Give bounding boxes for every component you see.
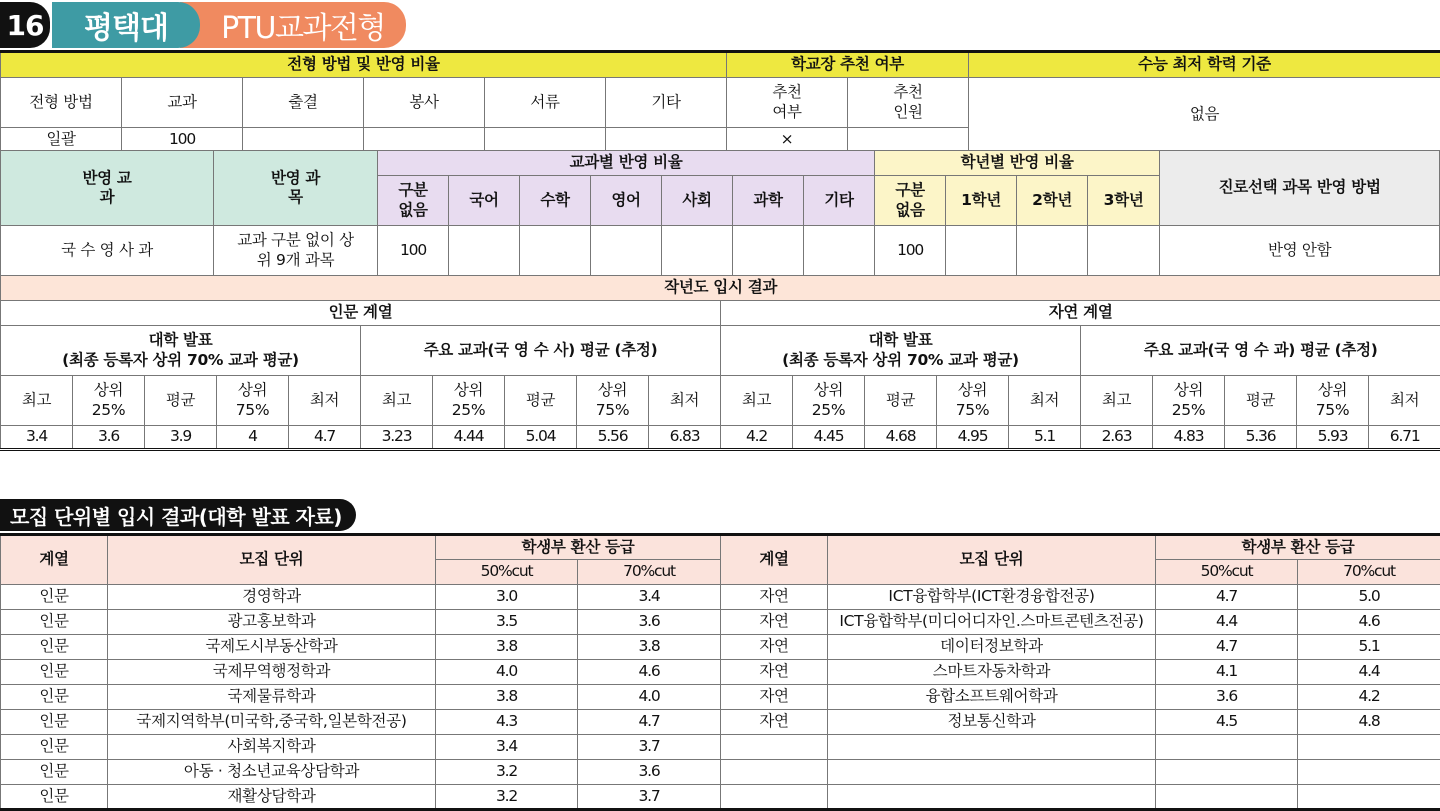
- unit-right: 스마트자동차학과: [828, 660, 1156, 685]
- grade-val-2: [1017, 226, 1088, 276]
- val-attendance: [243, 128, 364, 152]
- unit-left: 국제무역행정학과: [108, 660, 436, 685]
- field-right: 자연: [721, 610, 828, 635]
- stat-value: 4.45: [793, 426, 865, 450]
- principal-rec-header: 학교장 추천 여부: [727, 52, 969, 78]
- field-right: [721, 735, 828, 760]
- unit-right: [828, 760, 1156, 785]
- stat-value: 2.63: [1081, 426, 1153, 450]
- field-left: 인문: [1, 660, 108, 685]
- sci-main-avg-header: 주요 교과(국 영 수 과) 평균 (추정): [1081, 326, 1440, 376]
- stat-value: 4.7: [289, 426, 361, 450]
- cut50-right: 4.1: [1156, 660, 1298, 685]
- stat-col-header: 평균: [865, 376, 937, 426]
- stat-col-header: 상위 75%: [1297, 376, 1369, 426]
- cut70-left: 4.7: [578, 710, 721, 735]
- science-header: 자연 계열: [721, 301, 1440, 326]
- field-left: 인문: [1, 710, 108, 735]
- method-ratio-header: 전형 방법 및 반영 비율: [1, 52, 727, 78]
- val-volunteer: [364, 128, 485, 152]
- cut70-left: 4.0: [578, 685, 721, 710]
- cut70-right: 4.2: [1298, 685, 1440, 710]
- stat-value: 3.6: [73, 426, 145, 450]
- cut70-right: 4.6: [1298, 610, 1440, 635]
- subj-col-social: 사회: [662, 176, 733, 226]
- cut70-left: 4.6: [578, 660, 721, 685]
- admission-type-badge: PTU교과전형: [180, 2, 406, 48]
- cut70-left: 3.7: [578, 785, 721, 810]
- unit-right: ICT융합학부(미디어디자인.스마트콘텐츠전공): [828, 610, 1156, 635]
- cut70-left: 3.8: [578, 635, 721, 660]
- cut50-left: 3.0: [436, 585, 578, 610]
- stat-value-row: [1, 426, 1440, 450]
- stat-value: 5.36: [1225, 426, 1297, 450]
- subj-col-other: 기타: [804, 176, 875, 226]
- csat-minimum-header: 수능 최저 학력 기준: [969, 52, 1440, 78]
- stat-header-row: [1, 376, 1440, 426]
- subj-val-math: [520, 226, 591, 276]
- stat-col-header: 최저: [1369, 376, 1440, 426]
- university-name-badge: 평택대: [52, 2, 200, 48]
- val-documents: [485, 128, 606, 152]
- table-row: [1, 585, 1440, 610]
- grade-val-1: [946, 226, 1017, 276]
- hum-univ-published-sub: (최종 등록자 상위 70% 교과 평균): [62, 350, 299, 369]
- stat-col-header: 평균: [1225, 376, 1297, 426]
- grade-ratio-header: 학년별 반영 비율: [875, 151, 1160, 176]
- hum-univ-published-header: [1, 326, 361, 376]
- col-rec-count: 추천 인원: [848, 78, 969, 128]
- field-right: 자연: [721, 660, 828, 685]
- stat-col-header: 최고: [361, 376, 433, 426]
- stat-value: 5.93: [1297, 426, 1369, 450]
- cut50-header-right: 50%cut: [1156, 560, 1298, 585]
- hum-univ-published-label: 대학 발표: [148, 331, 213, 350]
- stat-value: 3.9: [145, 426, 217, 450]
- cut50-right: 4.7: [1156, 585, 1298, 610]
- grade-val-3: [1088, 226, 1160, 276]
- col-documents: 서류: [485, 78, 606, 128]
- unit-header-right: 모집 단위: [828, 535, 1156, 585]
- unit-left: 국제도시부동산학과: [108, 635, 436, 660]
- cut50-right: [1156, 760, 1298, 785]
- stat-value: 4.68: [865, 426, 937, 450]
- stat-value: 5.56: [577, 426, 649, 450]
- cut70-header-left: 70%cut: [578, 560, 721, 585]
- stat-col-header: 최고: [1081, 376, 1153, 426]
- hum-main-avg-header: 주요 교과(국 영 수 사) 평균 (추정): [361, 326, 721, 376]
- field-left: 인문: [1, 585, 108, 610]
- grade-col-3: 3학년: [1088, 176, 1160, 226]
- stat-value: 6.71: [1369, 426, 1440, 450]
- cut50-left: 4.0: [436, 660, 578, 685]
- col-other: 기타: [606, 78, 727, 128]
- field-right: 자연: [721, 635, 828, 660]
- field-right: 자연: [721, 585, 828, 610]
- field-left: 인문: [1, 685, 108, 710]
- unit-left: 사회복지학과: [108, 735, 436, 760]
- cut50-left: 3.8: [436, 685, 578, 710]
- col-method: 전형 방법: [1, 78, 122, 128]
- subj-col-english: 영어: [591, 176, 662, 226]
- reflected-subject-header: 반영 교과: [1, 151, 214, 226]
- unit-right: 데이터정보학과: [828, 635, 1156, 660]
- cut50-left: 3.4: [436, 735, 578, 760]
- subj-col-math: 수학: [520, 176, 591, 226]
- unit-right: [828, 735, 1156, 760]
- unit-right: 정보통신학과: [828, 710, 1156, 735]
- reflected-subject-value: 국 수 영 사 과: [1, 226, 214, 276]
- cut50-left: 3.2: [436, 760, 578, 785]
- stat-col-header: 최고: [721, 376, 793, 426]
- subj-val-science: [733, 226, 804, 276]
- subject-ratio-header: 교과별 반영 비율: [378, 151, 875, 176]
- cut50-right: 3.6: [1156, 685, 1298, 710]
- table-row: [1, 610, 1440, 635]
- cut70-right: 4.4: [1298, 660, 1440, 685]
- unit-left: 아동 · 청소년교육상담학과: [108, 760, 436, 785]
- grade-header-left: 학생부 환산 등급: [436, 535, 721, 560]
- field-left: 인문: [1, 760, 108, 785]
- grade-header-right: 학생부 환산 등급: [1156, 535, 1440, 560]
- unit-right: ICT융합학부(ICT환경융합전공): [828, 585, 1156, 610]
- humanities-header: 인문 계열: [1, 301, 721, 326]
- reflected-course-header: 반영 과목: [214, 151, 378, 226]
- cut50-left: 3.5: [436, 610, 578, 635]
- field-left: 인문: [1, 635, 108, 660]
- stat-value: 3.4: [1, 426, 73, 450]
- stat-col-header: 상위 75%: [577, 376, 649, 426]
- col-volunteer: 봉사: [364, 78, 485, 128]
- page-number-badge: 16: [0, 2, 50, 48]
- stat-col-header: 최저: [649, 376, 721, 426]
- unit-right: 융합소프트웨어학과: [828, 685, 1156, 710]
- col-attendance: 출결: [243, 78, 364, 128]
- stat-col-header: 평균: [145, 376, 217, 426]
- sci-univ-published-header: [721, 326, 1081, 376]
- subj-val-english: [591, 226, 662, 276]
- stat-value: 5.1: [1009, 426, 1081, 450]
- stat-col-header: 평균: [505, 376, 577, 426]
- stat-col-header: 상위 75%: [937, 376, 1009, 426]
- unit-left: 광고홍보학과: [108, 610, 436, 635]
- grade-val-none: 100: [875, 226, 946, 276]
- col-subject: 교과: [122, 78, 243, 128]
- unit-right: [828, 785, 1156, 810]
- field-left: 인문: [1, 785, 108, 810]
- table-row: [1, 710, 1440, 735]
- cut50-right: [1156, 785, 1298, 810]
- grade-col-2: 2학년: [1017, 176, 1088, 226]
- subj-val-social: [662, 226, 733, 276]
- sci-univ-published-sub: (최종 등록자 상위 70% 교과 평균): [782, 350, 1019, 369]
- val-subject: 100: [122, 128, 243, 152]
- cut50-left: 3.8: [436, 635, 578, 660]
- cut50-right: 4.5: [1156, 710, 1298, 735]
- subj-col-science: 과학: [733, 176, 804, 226]
- unit-header-left: 모집 단위: [108, 535, 436, 585]
- field-header-right: 계열: [721, 535, 828, 585]
- val-method: 일괄: [1, 128, 122, 152]
- stat-value: 4.2: [721, 426, 793, 450]
- field-right: [721, 760, 828, 785]
- val-rec-yn: ×: [727, 128, 848, 152]
- cut70-right: [1298, 785, 1440, 810]
- table-row: [1, 660, 1440, 685]
- unit-left: 경영학과: [108, 585, 436, 610]
- unit-rows: [1, 585, 1440, 810]
- stat-col-header: 상위 25%: [433, 376, 505, 426]
- cut70-left: 3.6: [578, 610, 721, 635]
- cut70-left: 3.7: [578, 735, 721, 760]
- field-right: 자연: [721, 685, 828, 710]
- stat-col-header: 상위 25%: [1153, 376, 1225, 426]
- cut70-right: [1298, 760, 1440, 785]
- csat-value: 없음: [969, 78, 1440, 152]
- sci-univ-published-label: 대학 발표: [868, 331, 933, 350]
- subj-val-korean: [449, 226, 520, 276]
- cut50-right: 4.7: [1156, 635, 1298, 660]
- cut70-left: 3.4: [578, 585, 721, 610]
- stat-value: 4.95: [937, 426, 1009, 450]
- field-left: 인문: [1, 610, 108, 635]
- col-rec-yn: 추천 여부: [727, 78, 848, 128]
- cut70-right: 5.1: [1298, 635, 1440, 660]
- stat-value: 5.04: [505, 426, 577, 450]
- field-left: 인문: [1, 735, 108, 760]
- stat-col-header: 최고: [1, 376, 73, 426]
- stat-col-header: 상위 25%: [793, 376, 865, 426]
- val-rec-count: [848, 128, 969, 152]
- unit-left: 국제지역학부(미국학,중국학,일본학전공): [108, 710, 436, 735]
- table-row: [1, 635, 1440, 660]
- stat-col-header: 상위 25%: [73, 376, 145, 426]
- stat-value: 4.44: [433, 426, 505, 450]
- section-title: 모집 단위별 입시 결과(대학 발표 자료): [0, 499, 356, 531]
- field-right: [721, 785, 828, 810]
- cut70-right: 5.0: [1298, 585, 1440, 610]
- stat-col-header: 상위 75%: [217, 376, 289, 426]
- stat-col-header: 최저: [289, 376, 361, 426]
- elective-method-header: 진로선택 과목 반영 방법: [1160, 151, 1440, 226]
- field-header-left: 계열: [1, 535, 108, 585]
- cut50-right: [1156, 735, 1298, 760]
- cut70-left: 3.6: [578, 760, 721, 785]
- cut70-header-right: 70%cut: [1298, 560, 1440, 585]
- unit-left: 재활상담학과: [108, 785, 436, 810]
- table-row: [1, 760, 1440, 785]
- stat-col-header: 최저: [1009, 376, 1081, 426]
- cut50-right: 4.4: [1156, 610, 1298, 635]
- subj-val-other: [804, 226, 875, 276]
- last-year-results-title: 작년도 입시 결과: [1, 276, 1440, 301]
- cut50-header-left: 50%cut: [436, 560, 578, 585]
- page-header: [0, 0, 600, 50]
- cut50-left: 4.3: [436, 710, 578, 735]
- grade-col-none: 구분 없음: [875, 176, 946, 226]
- admission-method-table: [0, 50, 1440, 152]
- grade-col-1: 1학년: [946, 176, 1017, 226]
- table-row: [1, 785, 1440, 810]
- subj-val-none: 100: [378, 226, 449, 276]
- stat-value: 4.83: [1153, 426, 1225, 450]
- cut70-right: 4.8: [1298, 710, 1440, 735]
- reflected-course-value: 교과 구분 없이 상위 9개 과목: [214, 226, 378, 276]
- subj-col-none: 구분 없음: [378, 176, 449, 226]
- unit-results-table: [0, 533, 1440, 811]
- cut70-right: [1298, 735, 1440, 760]
- stat-value: 6.83: [649, 426, 721, 450]
- stat-value: 4: [217, 426, 289, 450]
- val-other: [606, 128, 727, 152]
- table-row: [1, 685, 1440, 710]
- table-row: [1, 735, 1440, 760]
- stat-value: 3.23: [361, 426, 433, 450]
- last-year-results-table: [0, 275, 1440, 451]
- cut50-left: 3.2: [436, 785, 578, 810]
- elective-method-value: 반영 안함: [1160, 226, 1440, 276]
- unit-left: 국제물류학과: [108, 685, 436, 710]
- subj-col-korean: 국어: [449, 176, 520, 226]
- reflected-subjects-table: [0, 150, 1440, 276]
- field-right: 자연: [721, 710, 828, 735]
